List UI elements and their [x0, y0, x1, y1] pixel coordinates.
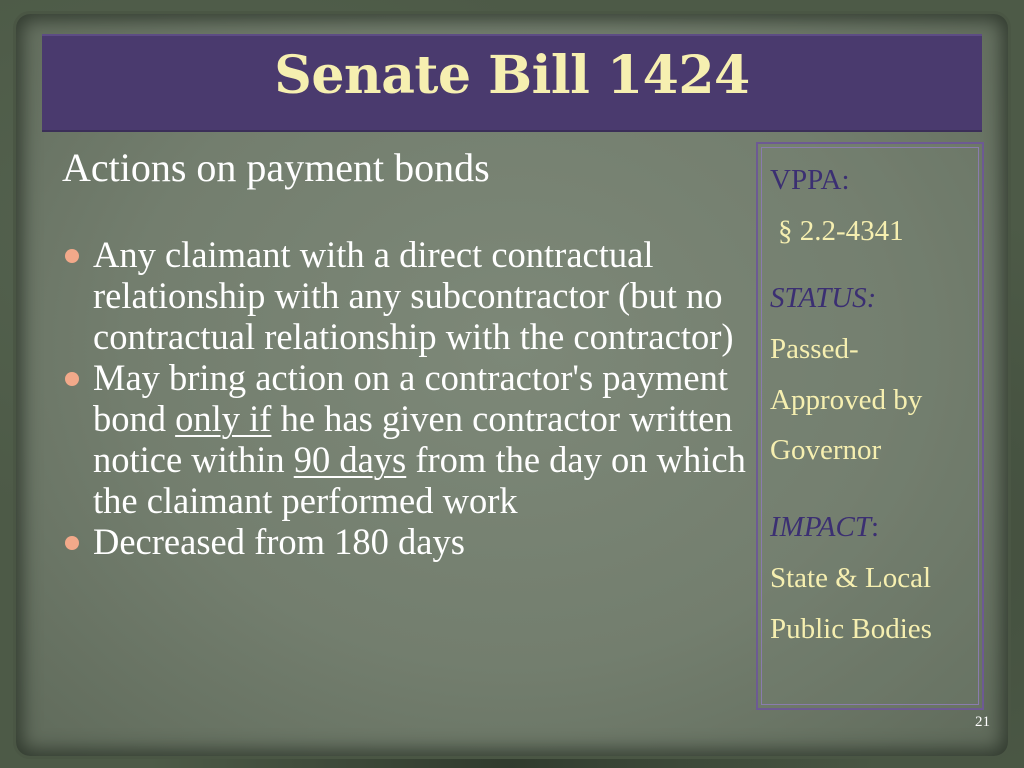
bullet-dot-icon	[65, 536, 79, 550]
impact-value-line-1: State & Local	[770, 562, 932, 594]
bullet-text: Any claimant with a direct contractual relationship with any subcontractor (but no contractual relationship with the contractor)	[93, 234, 734, 357]
slide-subtitle: Actions on payment bonds	[62, 145, 490, 190]
bullet-text: Decreased from 180 days	[93, 521, 465, 562]
impact-label-colon: :	[870, 511, 880, 543]
bullet-text-part: he has given contractor written notice within	[93, 398, 733, 480]
bullet-text-part: from the day on which the claimant performed work	[93, 439, 746, 521]
status-label: STATUS:	[770, 282, 877, 314]
bullet-dot-icon	[65, 249, 79, 263]
status-value-line-3: Governor	[770, 434, 882, 466]
underlined-text: 90 days	[293, 439, 407, 480]
impact-label	[770, 513, 879, 542]
status-value-line-2: Approved by	[770, 384, 923, 416]
bullet-text-part: May bring action on a contractor's payment bond	[93, 357, 728, 439]
status-value-line-1: Passed-	[770, 333, 859, 365]
impact-value-line-2: Public Bodies	[770, 613, 932, 645]
vppa-code: § 2.2-4341	[778, 215, 904, 247]
underlined-text: only if	[175, 398, 272, 439]
vppa-label: VPPA:	[770, 164, 850, 196]
page-number: 21	[975, 714, 990, 730]
slide-title: Senate Bill 1424	[274, 45, 750, 106]
bullet-dot-icon	[65, 372, 79, 386]
bullet-item	[62, 357, 752, 521]
bullet-item	[62, 521, 752, 562]
impact-label-text: IMPACT	[770, 511, 871, 543]
bullet-item	[62, 234, 752, 357]
bullet-list	[62, 234, 752, 562]
